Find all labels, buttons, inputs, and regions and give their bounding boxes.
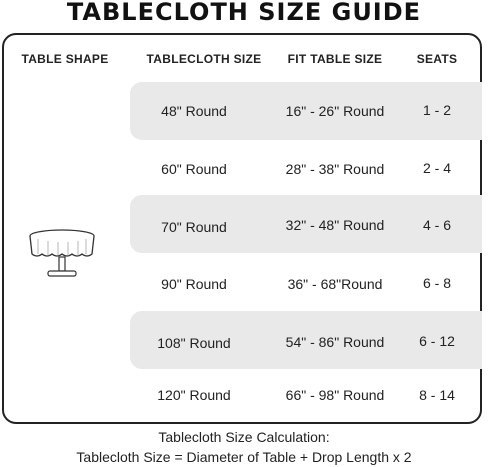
row-3-tablecloth-size: 70" Round [161, 219, 227, 235]
row-1-fit-size: 16" - 26" Round [285, 103, 385, 119]
page-title: TABLECLOTH SIZE GUIDE [66, 0, 422, 26]
row-2-tablecloth-size: 60" Round [161, 161, 227, 177]
calculation-heading: Tablecloth Size Calculation: [158, 429, 330, 445]
header-seats: SEATS [416, 52, 458, 66]
row-2-seats: 2 - 4 [422, 160, 451, 176]
row-6-tablecloth-size: 120" Round [157, 387, 231, 403]
row-1-seats: 1 - 2 [422, 102, 451, 118]
row-2-fit-size: 28" - 38" Round [285, 161, 385, 177]
row-3-fit-size: 32" - 48" Round [285, 217, 385, 233]
row-6-fit-size: 66" - 98" Round [285, 387, 385, 403]
row-6-seats: 8 - 14 [419, 387, 455, 403]
row-5-tablecloth-size: 108" Round [157, 335, 231, 351]
header-table-shape: TABLE SHAPE [21, 52, 109, 66]
row-1-tablecloth-size: 48" Round [161, 103, 227, 119]
row-4-fit-size: 36" - 68"Round [287, 276, 383, 292]
header-tablecloth-size: TABLECLOTH SIZE [146, 52, 262, 66]
header-fit-table-size: FIT TABLE SIZE [287, 52, 383, 66]
round-table-icon [26, 228, 98, 284]
row-5-fit-size: 54" - 86" Round [285, 334, 385, 350]
row-3-seats: 4 - 6 [422, 217, 451, 233]
row-4-tablecloth-size: 90" Round [161, 276, 227, 292]
calculation-formula: Tablecloth Size = Diameter of Table + Drop Length x 2 [76, 449, 412, 465]
row-5-seats: 6 - 12 [419, 333, 455, 349]
row-4-seats: 6 - 8 [422, 275, 451, 291]
